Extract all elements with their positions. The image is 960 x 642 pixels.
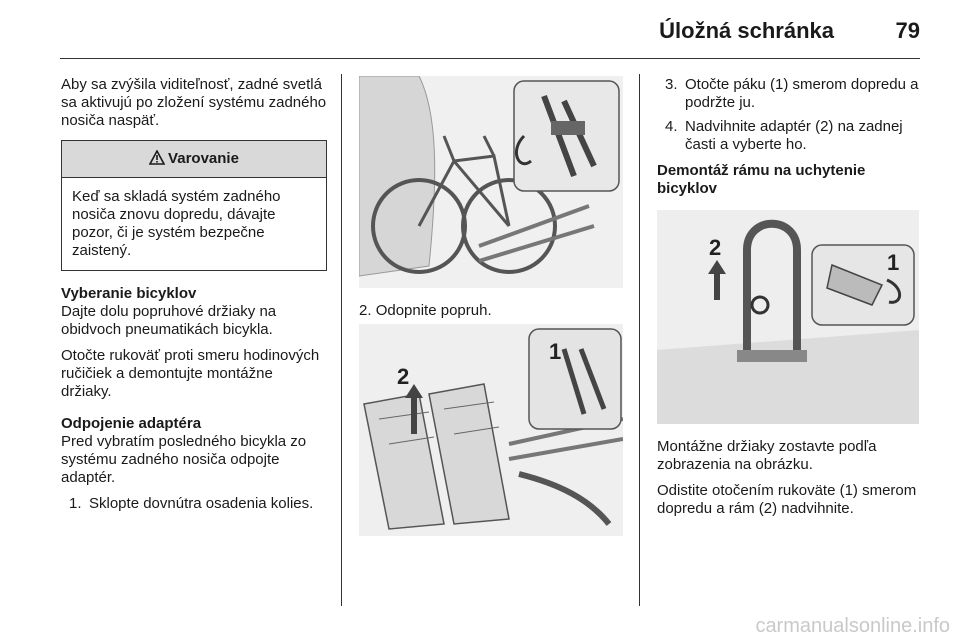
column-1 <box>61 76 327 519</box>
list-item <box>657 76 919 112</box>
page-number: 79 <box>895 18 920 43</box>
header-divider <box>60 58 920 59</box>
warning-text: Keď sa skladá systém zadného nosiča znovu dopredu, dávajte pozor, či je systém bezpečne zaistený. <box>72 188 281 259</box>
step-number: 1. <box>69 495 82 512</box>
step-number: 4. <box>665 118 678 135</box>
figure-label-2: 2 <box>709 235 722 260</box>
figure-label-1: 1 <box>887 250 900 275</box>
warning-triangle-icon <box>149 150 165 165</box>
warning-box <box>61 140 327 271</box>
warning-label: Varovanie <box>168 150 239 167</box>
figure-label-1: 1 <box>549 339 562 364</box>
page-title: Úložná schránka <box>659 18 834 43</box>
column-divider-1 <box>341 74 342 606</box>
figure-frame-removal <box>657 210 919 424</box>
watermark: carmanualsonline.info <box>755 615 950 637</box>
column-2 <box>359 76 623 536</box>
step-text: Sklopte dovnútra osadenia kolies. <box>89 495 314 512</box>
figure-label-2: 2 <box>397 364 410 389</box>
section-heading-adapter: Odpojenie adaptéra <box>61 415 202 432</box>
step-text: Nadvihnite adaptér (2) na zadnej časti a vyberte ho. <box>685 118 903 153</box>
step-number: 3. <box>665 76 678 93</box>
figure-adapter-strap <box>359 324 623 536</box>
section1-paragraph-2: Otočte rukoväť proti smeru hodinových ručičiek a demontujte montážne držiaky. <box>61 347 320 400</box>
column-3 <box>657 76 919 526</box>
col3-paragraph-1: Montážne držiaky zostavte podľa zobrazenia na obrázku. <box>657 438 877 473</box>
section2-paragraph-1: Pred vybratím posledného bicykla zo systému zadného nosiča odpojte adaptér. <box>61 433 307 486</box>
section1-paragraph-1: Dajte dolu popruhové držiaky na obidvoch pneumatikách bicykla. <box>61 303 277 338</box>
page-header <box>60 0 920 60</box>
step-text: Odopnite popruh. <box>375 302 492 319</box>
intro-paragraph: Aby sa zvýšila viditeľnosť, zadné svetlá sa aktivujú po zložení systému zadného nosiča naspäť. <box>61 76 327 129</box>
list-item <box>61 495 327 513</box>
column-divider-2 <box>639 74 640 606</box>
steps-list-1 <box>61 495 327 513</box>
step-2-line <box>359 302 623 320</box>
step-text: Otočte páku (1) smerom dopredu a podržte ju. <box>685 76 919 111</box>
figure-bike-on-rack <box>359 76 623 288</box>
step-number: 2. <box>359 302 372 319</box>
section-heading-removing-bikes: Vyberanie bicyklov <box>61 285 197 302</box>
steps-list-2 <box>657 76 919 154</box>
section-heading-frame-removal: Demontáž rámu na uchytenie bicyklov <box>657 162 866 197</box>
warning-header <box>62 141 326 178</box>
col3-paragraph-2: Odistite otočením rukoväte (1) smerom dopredu a rám (2) nadvihnite. <box>657 482 917 517</box>
list-item <box>657 118 919 154</box>
